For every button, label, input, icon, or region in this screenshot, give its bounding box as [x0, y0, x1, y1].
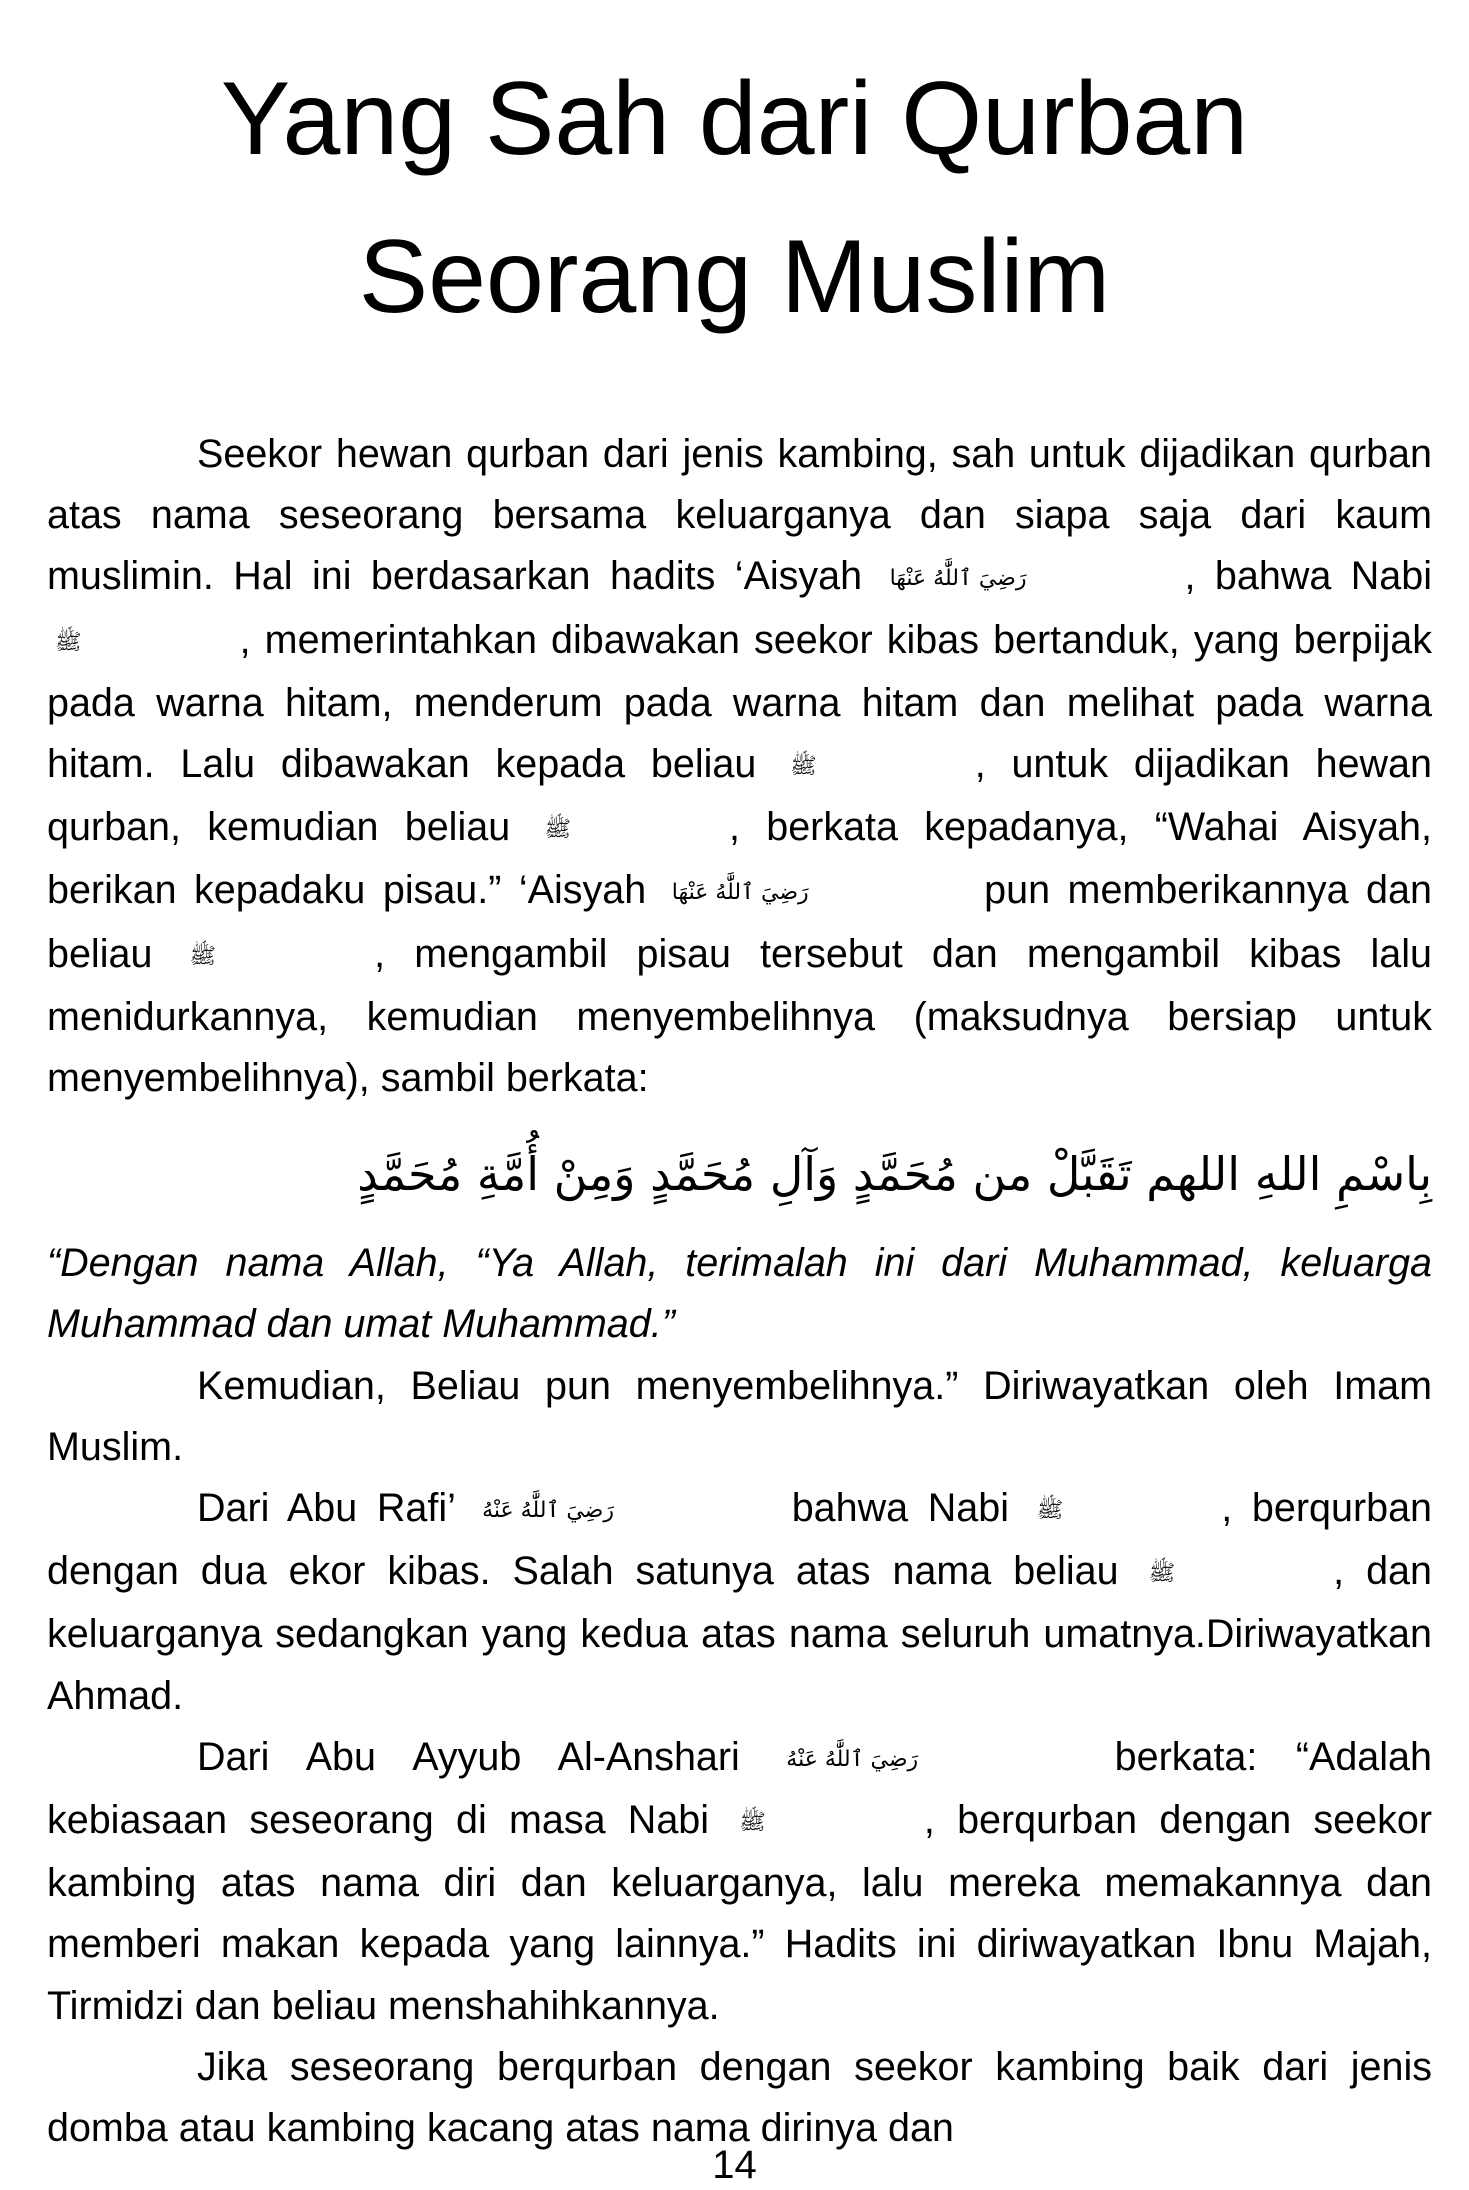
paragraph-sheep-or-goat: Jika seseorang berqurban dengan seekor kambing baik dari jenis domba atau kambing kacang atas nama dirinya dan [47, 2044, 1432, 2151]
text-segment: , untuk dijadikan hewan qurban, kemudian beliau [47, 742, 1432, 850]
text-segment: , memerintahkan dibawakan seekor kibas bertanduk, yang berpijak pada warna hitam, menderum pada warna hitam dan melihat pada warna hitam. Lalu dibawakan kepada beliau [47, 617, 1432, 787]
page-number: 14 [712, 2143, 757, 2187]
paragraph-abu-rafi [47, 1478, 1432, 1727]
text-segment: Dari Abu Rafi’ [197, 1486, 455, 1531]
title-line-1: Yang Sah dari Qurban [220, 61, 1249, 177]
text-segment: , bahwa Nabi [1184, 554, 1432, 599]
text-segment: , berqurban dengan seekor kambing atas nama diri dan keluarganya, lalu mereka memakannya dan memberi makan kepada yang lainnya.” Hadits ini diriwayatkan Ibnu Majah, Tirmidzi dan beliau menshahihkannya. [47, 1798, 1432, 2028]
body-text [47, 424, 1432, 2159]
paragraph-aisyah-hadith [47, 424, 1432, 1109]
honorific-anhu-icon: رَضِيَ ٱللَّٰهُ عَنْهُ [786, 1746, 919, 1772]
paragraph-muslim-narration: Kemudian, Beliau pun menyembelihnya.” Diriwayatkan oleh Imam Muslim. [47, 1363, 1432, 1469]
text-segment: Dari Abu Ayyub Al-Anshari [197, 1734, 740, 1779]
honorific-anha-icon: رَضِيَ ٱللَّٰهُ عَنْهَا [671, 880, 809, 906]
text-segment: , berqurban dengan dua ekor kibas. Salah satunya atas nama beliau [47, 1486, 1432, 1594]
page-title [0, 40, 1469, 356]
honorific-saw-icon: ﷺ [739, 1810, 766, 1836]
honorific-saw-icon: ﷺ [544, 817, 572, 843]
text-segment: , dan keluarganya sedangkan yang kedua atas nama seluruh umatnya.Diriwayatkan Ahmad. [47, 1549, 1432, 1718]
honorific-saw-icon: ﷺ [790, 754, 817, 780]
honorific-saw-icon: ﷺ [55, 629, 82, 655]
text-segment: Seekor hewan qurban dari jenis kambing, sah untuk dijadikan qurban atas nama seseorang bersama keluarganya dan siapa saja dari kaum muslimin. Hal ini berdasarkan hadits ‘Aisyah [47, 432, 1432, 599]
honorific-saw-icon: ﷺ [1036, 1498, 1064, 1524]
honorific-anha-icon: رَضِيَ ٱللَّٰهُ عَنْهَا [889, 566, 1027, 592]
honorific-anhu-icon: رَضِيَ ٱللَّٰهُ عَنْهُ [482, 1498, 614, 1524]
title-line-2: Seorang Muslim [358, 219, 1111, 335]
text-segment: , mengambil pisau tersebut dan mengambil kibas lalu menidurkannya, kemudian menyembelihnya (maksudnya bersiap untuk menyembelihnya), sambil berkata: [47, 931, 1432, 1101]
text-segment: pun memberikannya dan beliau [47, 868, 1432, 976]
text-segment: berkata: “Adalah kebiasaan seseorang di masa Nabi [47, 1734, 1432, 1843]
honorific-saw-icon: ﷺ [1148, 1561, 1176, 1587]
prayer-translation: “Dengan nama Allah, “Ya Allah, terimalah ini dari Muhammad, keluarga Muhammad dan umat Muhammad.” [47, 1241, 1432, 1347]
text-segment: bahwa Nabi [791, 1486, 1009, 1531]
honorific-saw-icon: ﷺ [189, 943, 217, 969]
paragraph-abu-ayyub [47, 1727, 1432, 2037]
arabic-prayer: بِاسْمِ اللهِ اللهم تَقَبَّلْ من مُحَمَّدٍ وَآلِ مُحَمَّدٍ وَمِنْ أُمَّةِ مُحَمَّدٍ [357, 1147, 1432, 1202]
text-segment: , berkata kepadanya, “Wahai Aisyah, berikan kepadaku pisau.” ‘Aisyah [47, 805, 1432, 913]
